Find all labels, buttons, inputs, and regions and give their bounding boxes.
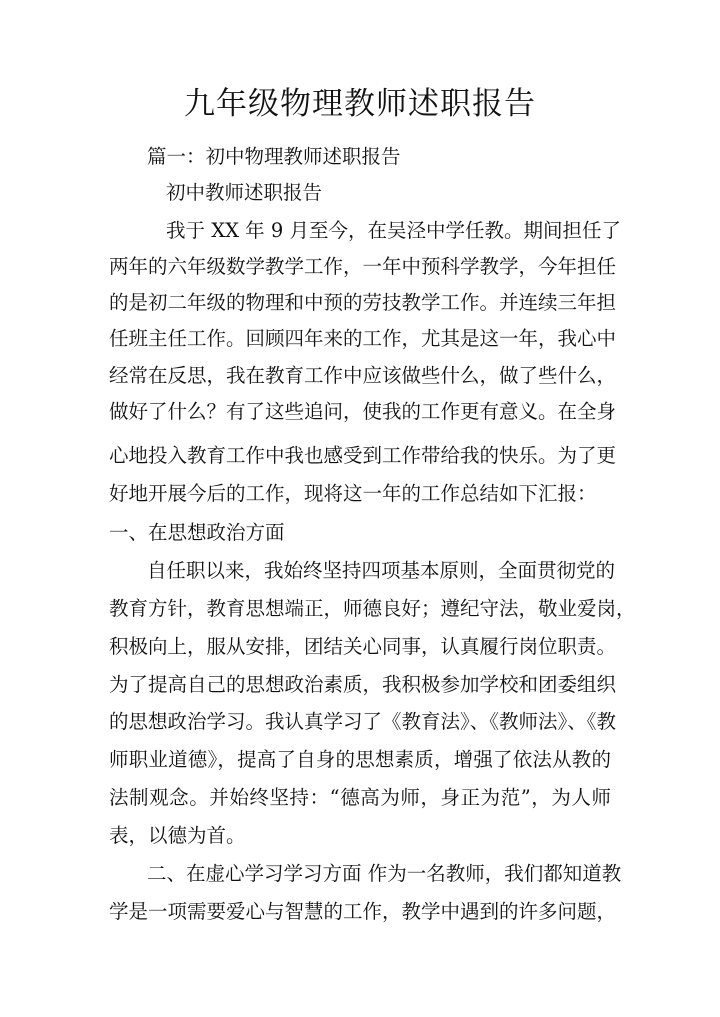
paragraph-line: 我于 XX 年 9 月至今，在吴泾中学任教。期间担任了 [166,219,621,242]
paragraph-line: 二、在虚心学习学习方面 作为一名教师，我们都知道教 [147,862,622,885]
paragraph-line: 自任职以来，我始终坚持四项基本原则，全面贯彻党的 [147,559,616,582]
section-heading: 初中教师述职报告 [166,181,323,204]
paragraph-line: 经常在反思，我在教育工作中应该做些什么，做了些什么， [109,364,617,387]
paragraph-line: 积极向上，服从安排，团结关心同事，认真履行岗位职责。 [109,635,617,658]
paragraph-line: 两年的六年级数学教学工作，一年中预科学教学，今年担任 [109,255,617,278]
document-subtitle: 篇一：初中物理教师述职报告 [147,145,401,168]
paragraph-line: 的是初二年级的物理和中预的劳技教学工作。并连续三年担 [109,291,617,314]
document-title: 九年级物理教师述职报告 [184,86,536,122]
paragraph-line: 学是一项需要爱心与智慧的工作，教学中遇到的许多问题， [109,900,617,923]
paragraph-line: 做好了什么？有了这些追问，使我的工作更有意义。在全身 [109,400,617,423]
paragraph-line: 为了提高自己的思想政治素质，我积极参加学校和团委组织 [109,673,617,696]
section-heading: 一、在思想政治方面 [109,521,285,544]
paragraph-line: 的思想政治学习。我认真学习了《教育法》、《教师法》、《教 [109,710,617,733]
paragraph-line: 好地开展今后的工作，现将这一年的工作总结如下汇报： [109,482,597,505]
paragraph-line: 师职业道德》，提高了自身的思想素质，增强了依法从教的 [109,748,611,771]
paragraph-line: 表，以德为首。 [109,824,246,847]
paragraph-line: 教育方针，教育思想端正，师德良好；遵纪守法，敬业爱岗， [109,597,636,620]
paragraph-line: 法制观念。并始终坚持：“德高为师，身正为范”，为人师 [109,786,611,809]
paragraph-line: 任班主任工作。回顾四年来的工作，尤其是这一年，我心中 [109,327,617,350]
paragraph-line: 心地投入教育工作中我也感受到工作带给我的快乐。为了更 [109,444,617,467]
